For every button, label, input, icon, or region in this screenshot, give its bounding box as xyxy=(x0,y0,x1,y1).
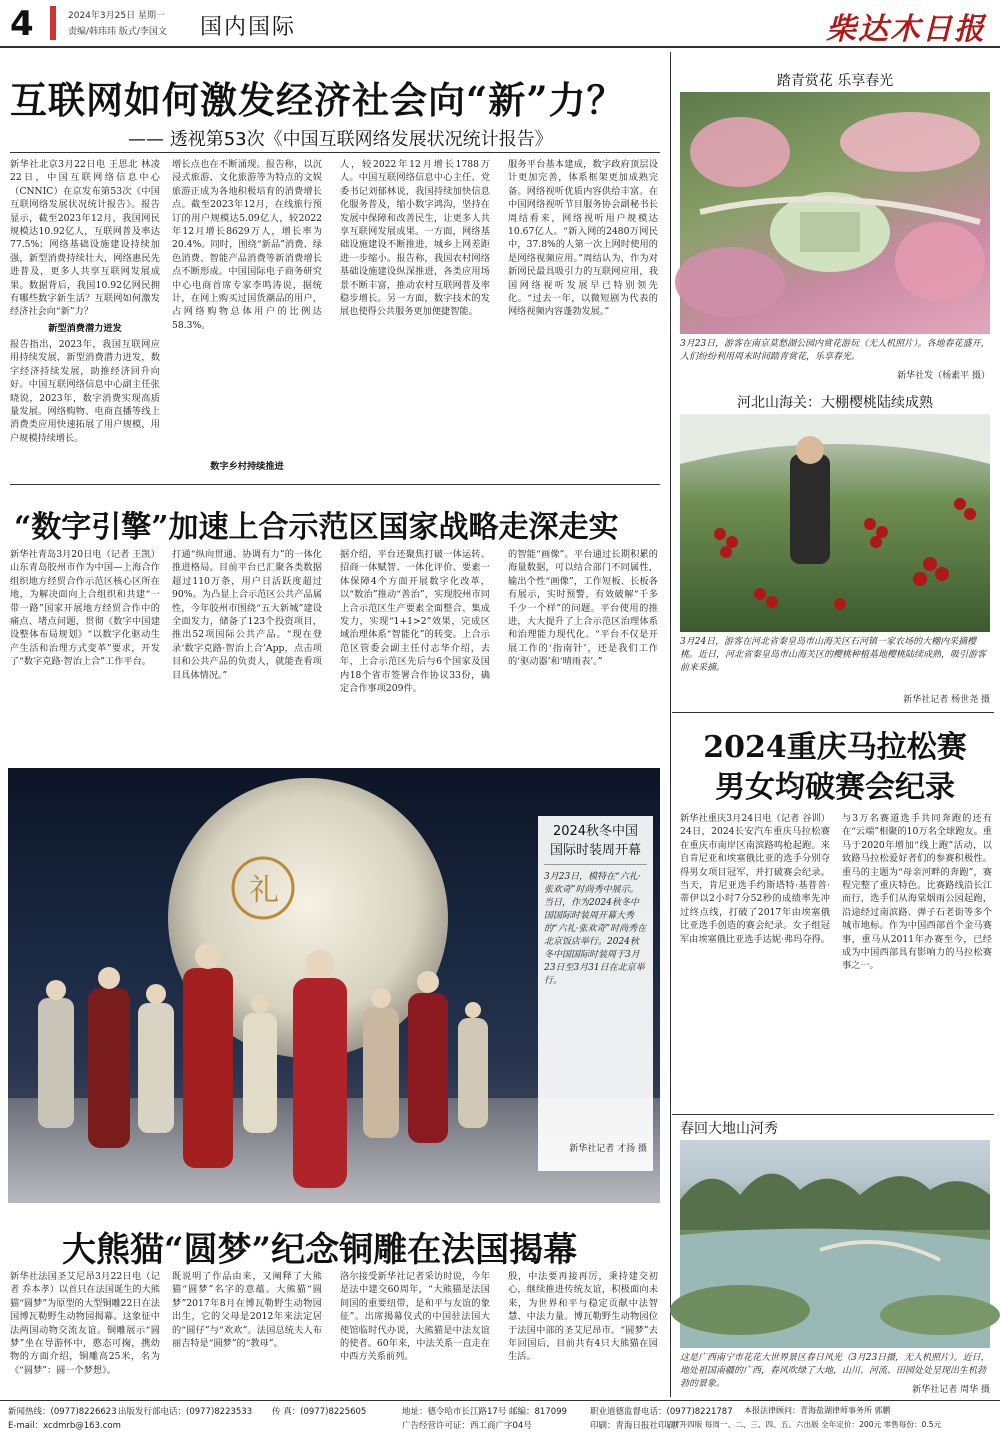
divider xyxy=(672,1114,994,1115)
article2-column-3: 据介绍，平台还聚焦打破一体运转、招商一体赋智、一体化评价、要素一体保障4个方面开展数字化改革，以“数治”推动“善治”，实现胶州市同上合示范区生产要素全面整合、集成发力，实现“1+1>2”效果，完成区域治理体系“智能化”的转变。上合示范区管委会副主任付志华介绍，去年，上合示范区先后与6个国家及国内18个省市签署合作协议33份，确定合作事项209件。 xyxy=(340,549,490,695)
marathon-column-1: 新华社重庆3月24日电（记者 谷训）24日，2024长安汽车重庆马拉松赛在重庆市南岸区南滨路鸣枪起跑。来自肯尼亚和埃塞俄比亚的选手分别夺得男女项目冠军，并打破赛会纪录。当天，肯尼亚选手约斯塔特·基普普·蒂伊以2小时7分52秒的成绩率先冲过终点线，打破了2017年由埃塞俄比亚选手创造的赛会纪录。女子组冠军由埃塞俄比亚选手达妮·弗玛夺得。 xyxy=(680,813,830,945)
footer-distribution: 出版发行部电话：(0977)8223533 xyxy=(118,1407,253,1417)
article1-subhead: 新型消费潜力迸发 xyxy=(48,323,122,334)
section-title: 国内国际 xyxy=(200,15,297,40)
footer-ad-license: 广告经营许可证：西工商广字04号 xyxy=(402,1421,532,1431)
article2-column-2: 打通“纵向贯通、协调有力”的一体化推进格局。目前平台已汇聚各类数据超过110万条，用户日活跃度超过90%。为凸显上合示范区公共产品属性，今年胶州市围绕“五大新城”建设全面发力，储备了123个投资项目，推出52项国际公共产品。“现在登录‘数字克路·智治上合’App，点击项目和公共产品的负责人，就能查看项目具体情况。” xyxy=(172,549,322,681)
footer-email: E-mail：xcdmrb@163.com xyxy=(8,1421,121,1431)
divider xyxy=(10,484,660,485)
article1-headline: 互联网如何激发经济社会向“新”力？ xyxy=(10,78,625,122)
column-divider xyxy=(670,52,671,1397)
article3-column-3: 洛尔接受新华社记者采访时说，今年是法中建交60周年，“大熊猫是法国间国的重要纽带，是和平与友谊的象征”。出席揭幕仪式的中国驻法国大使馆临时代办说，大熊猫是中法友谊的使者。60年来，中法关系一直走在中西方关系前列。 xyxy=(340,1271,490,1363)
article3-headline: 大熊猫“圆梦”纪念铜雕在法国揭幕 xyxy=(62,1230,578,1270)
footer-schedule: 对开四版 每周一、二、三、四、五、六出版 全年定价：200元 零售每份：0.5元 xyxy=(672,1420,942,1429)
article2-column-1: 新华社青岛3月20日电（记者 王凯）山东青岛胶州市作为中国—上海合作组织地方经贸合作示范区核心区所在地，为解决面向上合组织和共建“一带一路”国家开展地方经贸合作中的痛点、堵点问题，贯彻《数字中国建设整体布局规划》“以数字化驱动生产生活和治理方式变革”要求，开发了“数字克路·智治上合”工作平台。 xyxy=(10,549,160,668)
model-figure xyxy=(38,998,74,1128)
article3-column-1: 新华社法国圣艾尼昂3月22日电（记者 乔本孝）以首只在法国诞生的大熊猫“圆梦”为原型的大型铜雕22日在法国博瓦勒野生动物园揭幕。这象征中法两国动物交流友谊。铜雕展示“圆梦”坐在导游怀中，憨态可掬，携幼物的方面介绍，铜雕高25米，名为《“圆梦”：圆一个梦想》。 xyxy=(10,1271,160,1376)
spring-flowers-photo xyxy=(680,92,990,334)
article1-column-3: 人，较2022年12月增长1788万人。中国互联网络信息中心主任、党委书记刘郁林说，我国持续加快信息化服务普及，缩小数字鸿沟，坚持在发展中保障和改善民生，让更多人共享互联网发展成果。一方面，网络基础设施建设不断推进，城乡上网差距进一步缩小。报告称，我国农村网络基础设施建设纵深推进，各类应用场景不断丰富，推动农村互联网普及率稳步增长。另一方面，数字技术的发展也使得公共服务更加便捷智能。 xyxy=(340,159,490,318)
model-figure xyxy=(458,1018,488,1128)
model-figure xyxy=(363,1008,399,1138)
article1-column-4: 服务平台基本建成，数字政府顶层设计更加完善，体系框架更加成熟完备。网络视听优质内容供给丰富。在中国网络视听节目服务协会副秘书长周结看来，网络视听用户规模达10.67亿人。“新入网的2480万网民中，37.8%的人第一次上网时使用的是网络视频应用。”周结认为，作为对新网民最具吸引力的互联网应用，我国网络视听发展早已特别领先化。“过去一年，以微短剧为代表的网络视频内容蓬勃发展。” xyxy=(508,159,658,318)
article1-text: 报告指出，2023年，我国互联网应用持续发展，新型消费潜力迸发，数字经济持续发展，助推经济回升向好。中国互联网络信息中心副主任张晓说，2023年，数字消费实现高质量发展。网络购物、电商直播等线上消费类应用快速拓展了用户规模，用户规模持续增长。 xyxy=(10,339,160,444)
masthead xyxy=(0,0,1000,48)
article1-text: 增长点也在不断涌现。报告称，以沉浸式旅游、文化旅游等为特点的文娱旅游正成为各地积极培育的消费增长点。截至2023年12月，在线旅行预订的用户规模达5.09亿人，较2022年12月增长8629万人，增长率为20.4%。同时，围绕“新品”消费、绿色消费、智能产品消费等新消费增长点不断形成。中国国际电子商务研究中心电商首席专家李鸣涛说，据统计，在网上购买过国货潮品的用户，占网络购物总体用户的比例达58.3%。 xyxy=(172,159,322,331)
spring-credit: 新华社发（杨素平 摄） xyxy=(897,371,990,381)
cherry-credit: 新华社记者 杨世尧 摄 xyxy=(903,695,990,705)
article1-subheadline: —— 透视第53次《中国互联网络发展状况统计报告》 xyxy=(128,129,553,150)
fashion-caption-box xyxy=(538,816,653,1171)
page-number-bar xyxy=(50,6,56,40)
article1-subhead: 数字乡村持续推进 xyxy=(210,461,284,472)
fashion-credit: 新华社记者 才扬 摄 xyxy=(569,1144,647,1154)
marathon-headline-line1: 2024重庆马拉松赛 xyxy=(703,730,967,765)
article1-column-2 xyxy=(172,158,322,478)
marathon-column-2: 与3万名赛道选手共同奔跑的还有在“云端”相聚的10万名全球跑友。重马于2020年增加“线上跑”活动，以致路马拉松爱好者们的参赛积极性。重马的主题为“母亲河畔的奔跑”，赛程完整了重庆特色。比赛路线沿长江而行，选手们从海棠烟雨公园起跑，沿途经过南滨路、弹子石老街等多个城市地标。作为中国西部首个金马赛事，重马从2011年办赛至今，已经成为中国西部具有影响力的马拉松赛事之一。 xyxy=(842,813,992,972)
footer-fax: 传 真：(0977)8225605 xyxy=(272,1407,367,1417)
model-figure xyxy=(88,988,130,1148)
cherry-picking-photo xyxy=(680,414,990,632)
model-figure xyxy=(243,1013,277,1133)
lake-landscape-photo xyxy=(680,1140,990,1348)
footer-legal: 本报法律顾问：青海盐湖律师事务所 郭鹏 xyxy=(744,1406,891,1415)
article1-column-1 xyxy=(10,158,160,478)
article1-text: 新华社北京3月22日电 王思北 林凌 22日，中国互联网络信息中心（CNNIC）在京发布第53次《中国互联网络发展状况统计报告》。报告显示，截至2023年12月，我国网民规模达10.92亿人，互联网普及率达77.5%；网络基础设施建设持续加强，新型消费持续壮大，网络惠民先进普及，更多人共享互联网发展成果。数据背后，我国10.92亿网民拥有哪些数字新生活？互联网如何激发经济社会向“新”力？ xyxy=(10,159,160,318)
article3-column-2: 既说明了作品由来，又阐释了大熊猫“圆梦”名字的意蕴。大熊猫“圆梦”2017年8月在博瓦勒野生动物园出生，它的父母是2012年来法定居的“圆仔”与“欢欢”。法国总统夫人布丽吉特是“圆梦”的“教母”。 xyxy=(172,1271,322,1350)
model-figure xyxy=(183,968,233,1168)
divider xyxy=(672,712,994,713)
fashion-caption: 3月23日，模特在“六礼·张欢奇”时尚秀中展示。当日，作为2024秋冬中国国际时装周开幕大秀的“六礼·张欢奇”时尚秀在北京饭店举行。2024秋冬中国国际时装周于3月23日至3月31日在北京举行。 xyxy=(544,872,647,986)
lake-credit: 新华社记者 周华 摄 xyxy=(912,1385,990,1395)
marathon-headline-line2: 男女均破赛会纪录 xyxy=(715,770,955,805)
editor-credits: 责编/韩玮玮 版式/李国文 xyxy=(68,27,167,37)
newspaper-brand: 柴达木日报 xyxy=(826,12,986,47)
footer-address: 地址：德令哈市长江路17号 邮编：817099 xyxy=(402,1407,567,1417)
spring-caption: 3月23日，游客在南京莫愁湖公园内赏花游玩（无人机照片）。各地春花盛开，人们纷纷利用周末时间踏青赏花，乐享春光。 xyxy=(680,339,990,362)
cherry-caption: 3月24日，游客在河北省秦皇岛市山海关区石河镇一家农场的大棚内采摘樱桃。近日，河北省秦皇岛市山海关区的樱桃种植基地樱桃陆续成熟，吸引游客前来采摘。 xyxy=(680,637,987,673)
article2-headline: “数字引擎”加速上合示范区国家战略走深走实 xyxy=(14,510,619,545)
spring-photo-heading: 踏青赏花 乐享春光 xyxy=(776,73,894,89)
brand-logo-glyph: 礼 xyxy=(249,873,279,908)
lake-caption: 这是广西南宁市花花大世界景区春日风光（3月23日摄，无人机照片）。近日，地处祖国南疆的广西，春风吹绿了大地，山川、河流、田园处处呈现出生机勃勃的景象。 xyxy=(680,1353,990,1389)
lake-photo-heading: 春回大地山河秀 xyxy=(680,1121,778,1137)
model-figure xyxy=(408,993,448,1143)
fashion-box-title: 2024秋冬中国 国际时装周开幕 xyxy=(544,822,647,865)
footer-hotline: 新闻热线：(0977)8226623 xyxy=(8,1407,117,1417)
model-figure xyxy=(138,1003,174,1133)
footer-phone-line: 职业道德监督电话：(0977)8221787 xyxy=(590,1407,733,1417)
cherry-photo-heading: 河北山海关：大棚樱桃陆续成熟 xyxy=(737,395,933,411)
footer xyxy=(0,1400,1000,1433)
issue-date: 2024年3月25日 星期一 xyxy=(68,11,165,21)
footer-printer: 印刷：青海日报社印刷厂 xyxy=(590,1421,684,1431)
page-number: 4 xyxy=(10,4,34,44)
article2-column-4: 的智能“画像”。平台通过长期积累的海量数据，可以结合部门不同属性，输出个性“画像”，工作短板、长板各有展示，实时预警，有效破解“千多千少一个样”的问题。平台使用的推进，大大提升了上合示范区治理体系和治理能力现代化。“平台不仅是开展工作的‘指南针’，还是我们工作的‘驱动器’和‘晴雨表’。” xyxy=(508,549,658,668)
fashion-show-photo xyxy=(8,768,660,1203)
divider xyxy=(10,152,660,153)
model-figure xyxy=(293,978,347,1188)
article3-column-4: 殷，中法要再接再厉，秉持建交初心，继续推进传统友谊，积极面向未来，为世界和平与稳定贡献中法智慧、中法力量。博瓦勒野生动物园位于法国中部的圣艾尼昂市。“圆梦”去年回国后，目前共有4只大熊猫在园生活。 xyxy=(508,1271,658,1363)
